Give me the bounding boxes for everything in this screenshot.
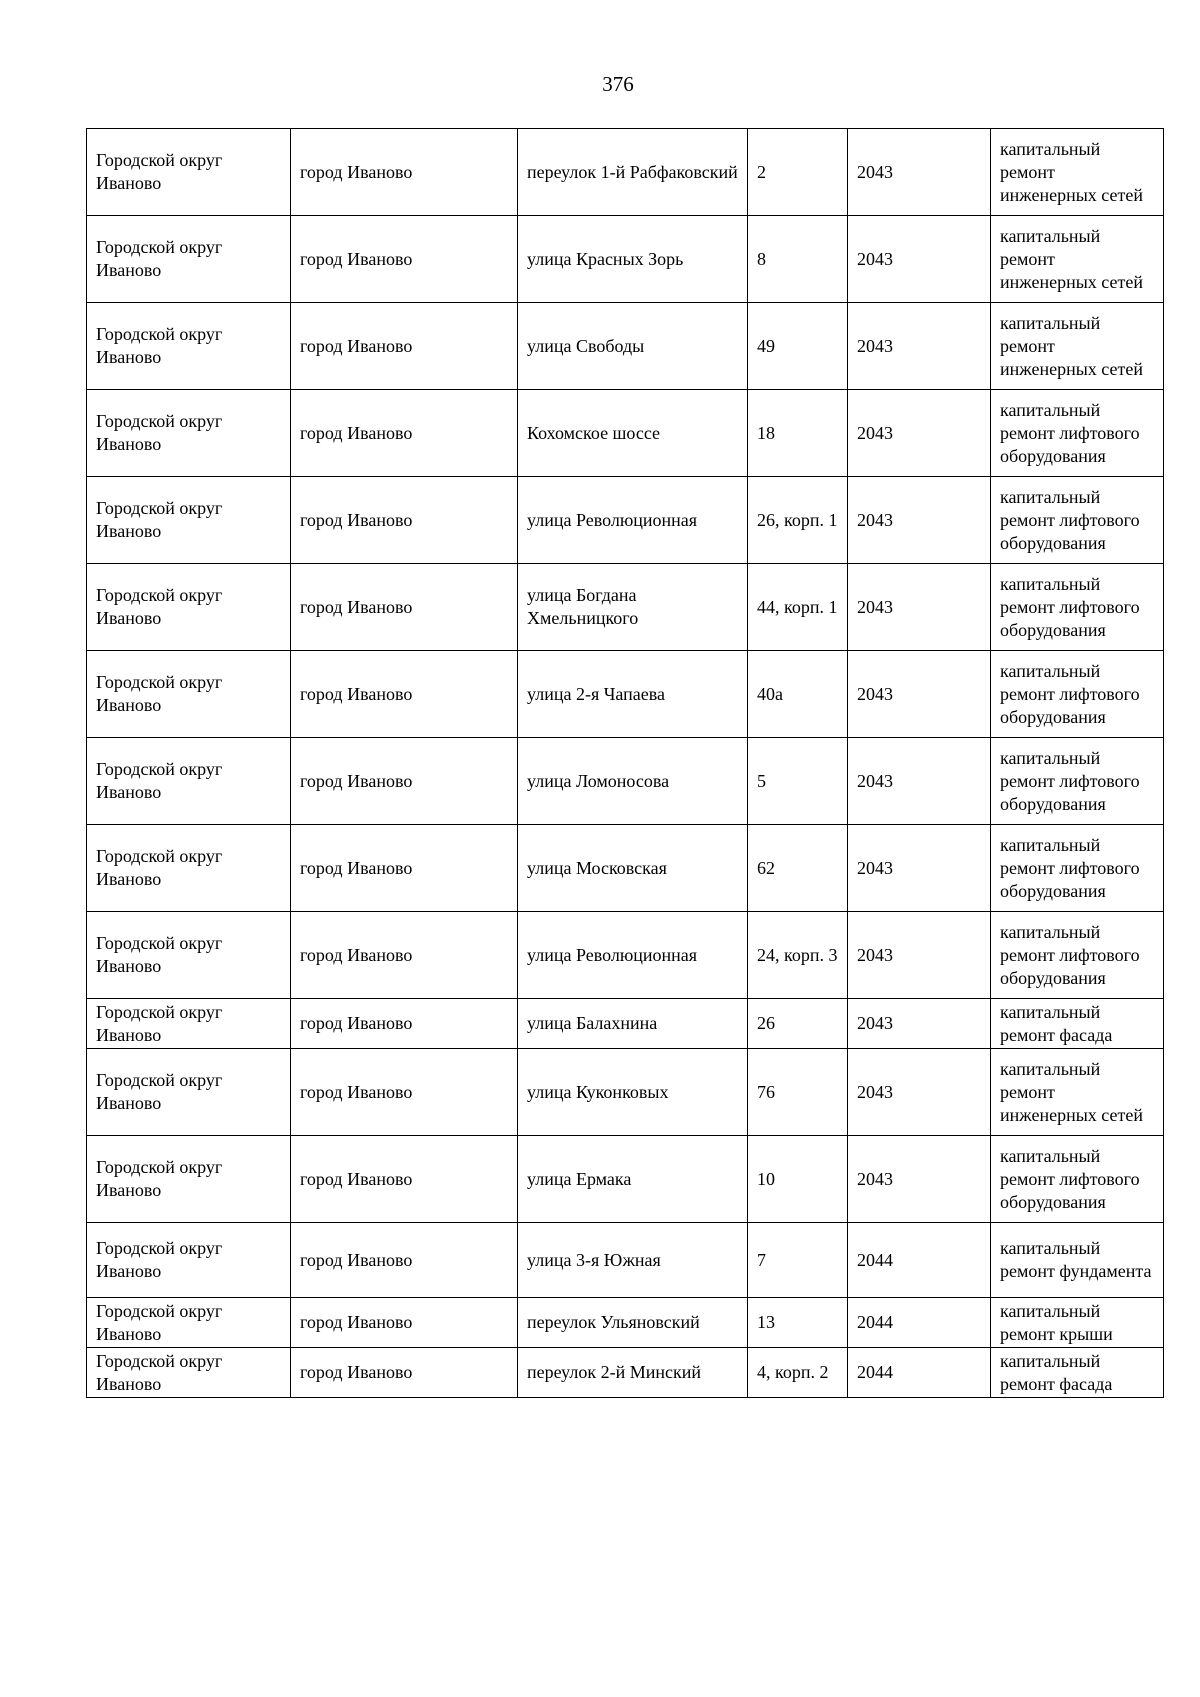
table-row: [87, 129, 1164, 216]
house-number-cell: 49: [748, 303, 848, 390]
municipality-cell: Городской округ Иваново: [87, 912, 291, 999]
municipality-cell: Городской округ Иваново: [87, 1223, 291, 1298]
planned-year-cell: 2043: [848, 1049, 991, 1136]
street-cell: улица Революционная: [518, 477, 748, 564]
house-number-cell: 10: [748, 1136, 848, 1223]
work-type-cell: капитальный ремонт лифтового оборудования: [991, 1136, 1164, 1223]
work-type-cell: капитальный ремонт лифтового оборудования: [991, 477, 1164, 564]
settlement-cell: город Иваново: [291, 825, 518, 912]
table-row: [87, 477, 1164, 564]
municipality-cell: Городской округ Иваново: [87, 1136, 291, 1223]
table-row: [87, 651, 1164, 738]
municipality-cell: Городской округ Иваново: [87, 303, 291, 390]
street-cell: улица Ермака: [518, 1136, 748, 1223]
registry-table: [86, 128, 1164, 1398]
table-row: [87, 912, 1164, 999]
settlement-cell: город Иваново: [291, 129, 518, 216]
work-type-cell: капитальный ремонт лифтового оборудования: [991, 738, 1164, 825]
work-type-cell: капитальный ремонт инженерных сетей: [991, 129, 1164, 216]
municipality-cell: Городской округ Иваново: [87, 216, 291, 303]
street-cell: улица Красных Зорь: [518, 216, 748, 303]
table-row: [87, 1298, 1164, 1348]
house-number-cell: 13: [748, 1298, 848, 1348]
planned-year-cell: 2043: [848, 564, 991, 651]
planned-year-cell: 2043: [848, 912, 991, 999]
planned-year-cell: 2043: [848, 390, 991, 477]
settlement-cell: город Иваново: [291, 1348, 518, 1398]
settlement-cell: город Иваново: [291, 1223, 518, 1298]
planned-year-cell: 2043: [848, 999, 991, 1049]
settlement-cell: город Иваново: [291, 738, 518, 825]
work-type-cell: капитальный ремонт крыши: [991, 1298, 1164, 1348]
street-cell: переулок Ульяновский: [518, 1298, 748, 1348]
municipality-cell: Городской округ Иваново: [87, 825, 291, 912]
settlement-cell: город Иваново: [291, 390, 518, 477]
table-row: [87, 1348, 1164, 1398]
planned-year-cell: 2043: [848, 303, 991, 390]
settlement-cell: город Иваново: [291, 651, 518, 738]
work-type-cell: капитальный ремонт лифтового оборудования: [991, 390, 1164, 477]
house-number-cell: 5: [748, 738, 848, 825]
work-type-cell: капитальный ремонт инженерных сетей: [991, 1049, 1164, 1136]
house-number-cell: 24, корп. 3: [748, 912, 848, 999]
street-cell: улица Свободы: [518, 303, 748, 390]
planned-year-cell: 2044: [848, 1223, 991, 1298]
planned-year-cell: 2043: [848, 1136, 991, 1223]
planned-year-cell: 2043: [848, 216, 991, 303]
house-number-cell: 62: [748, 825, 848, 912]
house-number-cell: 40а: [748, 651, 848, 738]
table-row: [87, 825, 1164, 912]
municipality-cell: Городской округ Иваново: [87, 738, 291, 825]
page-number: 376: [602, 72, 634, 96]
street-cell: улица Богдана Хмельницкого: [518, 564, 748, 651]
work-type-cell: капитальный ремонт инженерных сетей: [991, 216, 1164, 303]
work-type-cell: капитальный ремонт лифтового оборудования: [991, 651, 1164, 738]
settlement-cell: город Иваново: [291, 1298, 518, 1348]
settlement-cell: город Иваново: [291, 1136, 518, 1223]
registry-table-body: [87, 129, 1164, 1398]
settlement-cell: город Иваново: [291, 477, 518, 564]
table-row: [87, 1136, 1164, 1223]
table-row: [87, 738, 1164, 825]
municipality-cell: Городской округ Иваново: [87, 564, 291, 651]
table-row: [87, 390, 1164, 477]
house-number-cell: 44, корп. 1: [748, 564, 848, 651]
house-number-cell: 7: [748, 1223, 848, 1298]
street-cell: улица Ломоносова: [518, 738, 748, 825]
street-cell: улица Революционная: [518, 912, 748, 999]
settlement-cell: город Иваново: [291, 999, 518, 1049]
municipality-cell: Городской округ Иваново: [87, 477, 291, 564]
house-number-cell: 26, корп. 1: [748, 477, 848, 564]
table-row: [87, 216, 1164, 303]
work-type-cell: капитальный ремонт фасада: [991, 1348, 1164, 1398]
table-row: [87, 564, 1164, 651]
planned-year-cell: 2044: [848, 1298, 991, 1348]
municipality-cell: Городской округ Иваново: [87, 1348, 291, 1398]
work-type-cell: капитальный ремонт лифтового оборудования: [991, 564, 1164, 651]
work-type-cell: капитальный ремонт лифтового оборудования: [991, 825, 1164, 912]
table-row: [87, 999, 1164, 1049]
municipality-cell: Городской округ Иваново: [87, 390, 291, 477]
house-number-cell: 76: [748, 1049, 848, 1136]
street-cell: переулок 1-й Рабфаковский: [518, 129, 748, 216]
municipality-cell: Городской округ Иваново: [87, 1298, 291, 1348]
street-cell: улица Куконковых: [518, 1049, 748, 1136]
table-row: [87, 303, 1164, 390]
planned-year-cell: 2043: [848, 738, 991, 825]
house-number-cell: 26: [748, 999, 848, 1049]
planned-year-cell: 2043: [848, 477, 991, 564]
planned-year-cell: 2044: [848, 1348, 991, 1398]
house-number-cell: 8: [748, 216, 848, 303]
street-cell: улица 3-я Южная: [518, 1223, 748, 1298]
street-cell: улица Московская: [518, 825, 748, 912]
work-type-cell: капитальный ремонт фундамента: [991, 1223, 1164, 1298]
table-row: [87, 1049, 1164, 1136]
work-type-cell: капитальный ремонт фасада: [991, 999, 1164, 1049]
settlement-cell: город Иваново: [291, 912, 518, 999]
table-row: [87, 1223, 1164, 1298]
settlement-cell: город Иваново: [291, 303, 518, 390]
municipality-cell: Городской округ Иваново: [87, 651, 291, 738]
work-type-cell: капитальный ремонт инженерных сетей: [991, 303, 1164, 390]
settlement-cell: город Иваново: [291, 1049, 518, 1136]
street-cell: переулок 2-й Минский: [518, 1348, 748, 1398]
street-cell: улица 2-я Чапаева: [518, 651, 748, 738]
municipality-cell: Городской округ Иваново: [87, 999, 291, 1049]
planned-year-cell: 2043: [848, 651, 991, 738]
street-cell: Кохомское шоссе: [518, 390, 748, 477]
house-number-cell: 2: [748, 129, 848, 216]
settlement-cell: город Иваново: [291, 216, 518, 303]
house-number-cell: 4, корп. 2: [748, 1348, 848, 1398]
municipality-cell: Городской округ Иваново: [87, 129, 291, 216]
work-type-cell: капитальный ремонт лифтового оборудования: [991, 912, 1164, 999]
street-cell: улица Балахнина: [518, 999, 748, 1049]
planned-year-cell: 2043: [848, 129, 991, 216]
settlement-cell: город Иваново: [291, 564, 518, 651]
municipality-cell: Городской округ Иваново: [87, 1049, 291, 1136]
house-number-cell: 18: [748, 390, 848, 477]
planned-year-cell: 2043: [848, 825, 991, 912]
